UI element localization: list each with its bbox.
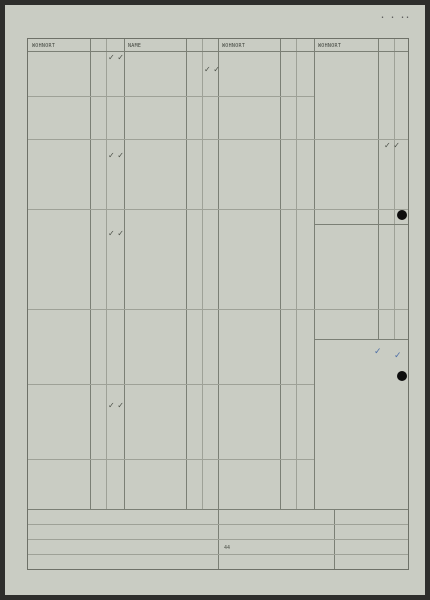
column-divider — [296, 39, 297, 509]
column-divider — [314, 39, 315, 509]
check-mark: ✓ ✓ — [204, 65, 220, 74]
column-header: WOHNORT — [32, 43, 56, 49]
column-divider — [378, 39, 379, 339]
column-header: WOHNORT — [222, 43, 246, 49]
column-header: WOHNORT — [318, 43, 342, 49]
check-mark: ✓ ✓ — [108, 229, 124, 238]
row-rule — [28, 139, 408, 140]
row-rule — [314, 339, 408, 340]
footer-rule — [28, 509, 408, 510]
row-rule — [28, 309, 408, 310]
column-divider — [106, 39, 107, 509]
column-divider — [90, 39, 91, 509]
row-rule — [28, 96, 314, 97]
row-rule — [28, 384, 314, 385]
check-mark: ✓ ✓ — [108, 401, 124, 410]
column-divider — [202, 39, 203, 509]
punch-hole — [397, 210, 407, 220]
blue-check-mark: ✓ — [374, 347, 382, 357]
footer-row-rule — [28, 554, 408, 555]
row-rule — [314, 224, 408, 225]
column-divider — [218, 39, 219, 569]
column-divider — [186, 39, 187, 509]
footer-row-rule — [28, 524, 408, 525]
column-divider — [394, 39, 395, 339]
check-mark: ✓ ✓ — [108, 151, 124, 160]
form-sheet — [5, 5, 425, 595]
blue-check-mark: ✓ — [394, 351, 402, 361]
check-mark: ✓ ✓ — [384, 141, 400, 150]
check-mark: ✓ ✓ — [108, 53, 124, 62]
header-rule — [28, 51, 408, 52]
punch-hole — [397, 371, 407, 381]
footer-stamp: 44 — [224, 545, 231, 551]
column-divider — [280, 39, 281, 509]
column-divider — [124, 39, 125, 509]
footer-row-rule — [28, 539, 408, 540]
row-rule — [28, 209, 408, 210]
corner-mark: • • •• — [380, 15, 411, 21]
row-rule — [28, 459, 314, 460]
column-header: NAME — [128, 43, 142, 49]
ledger-grid — [27, 38, 409, 570]
